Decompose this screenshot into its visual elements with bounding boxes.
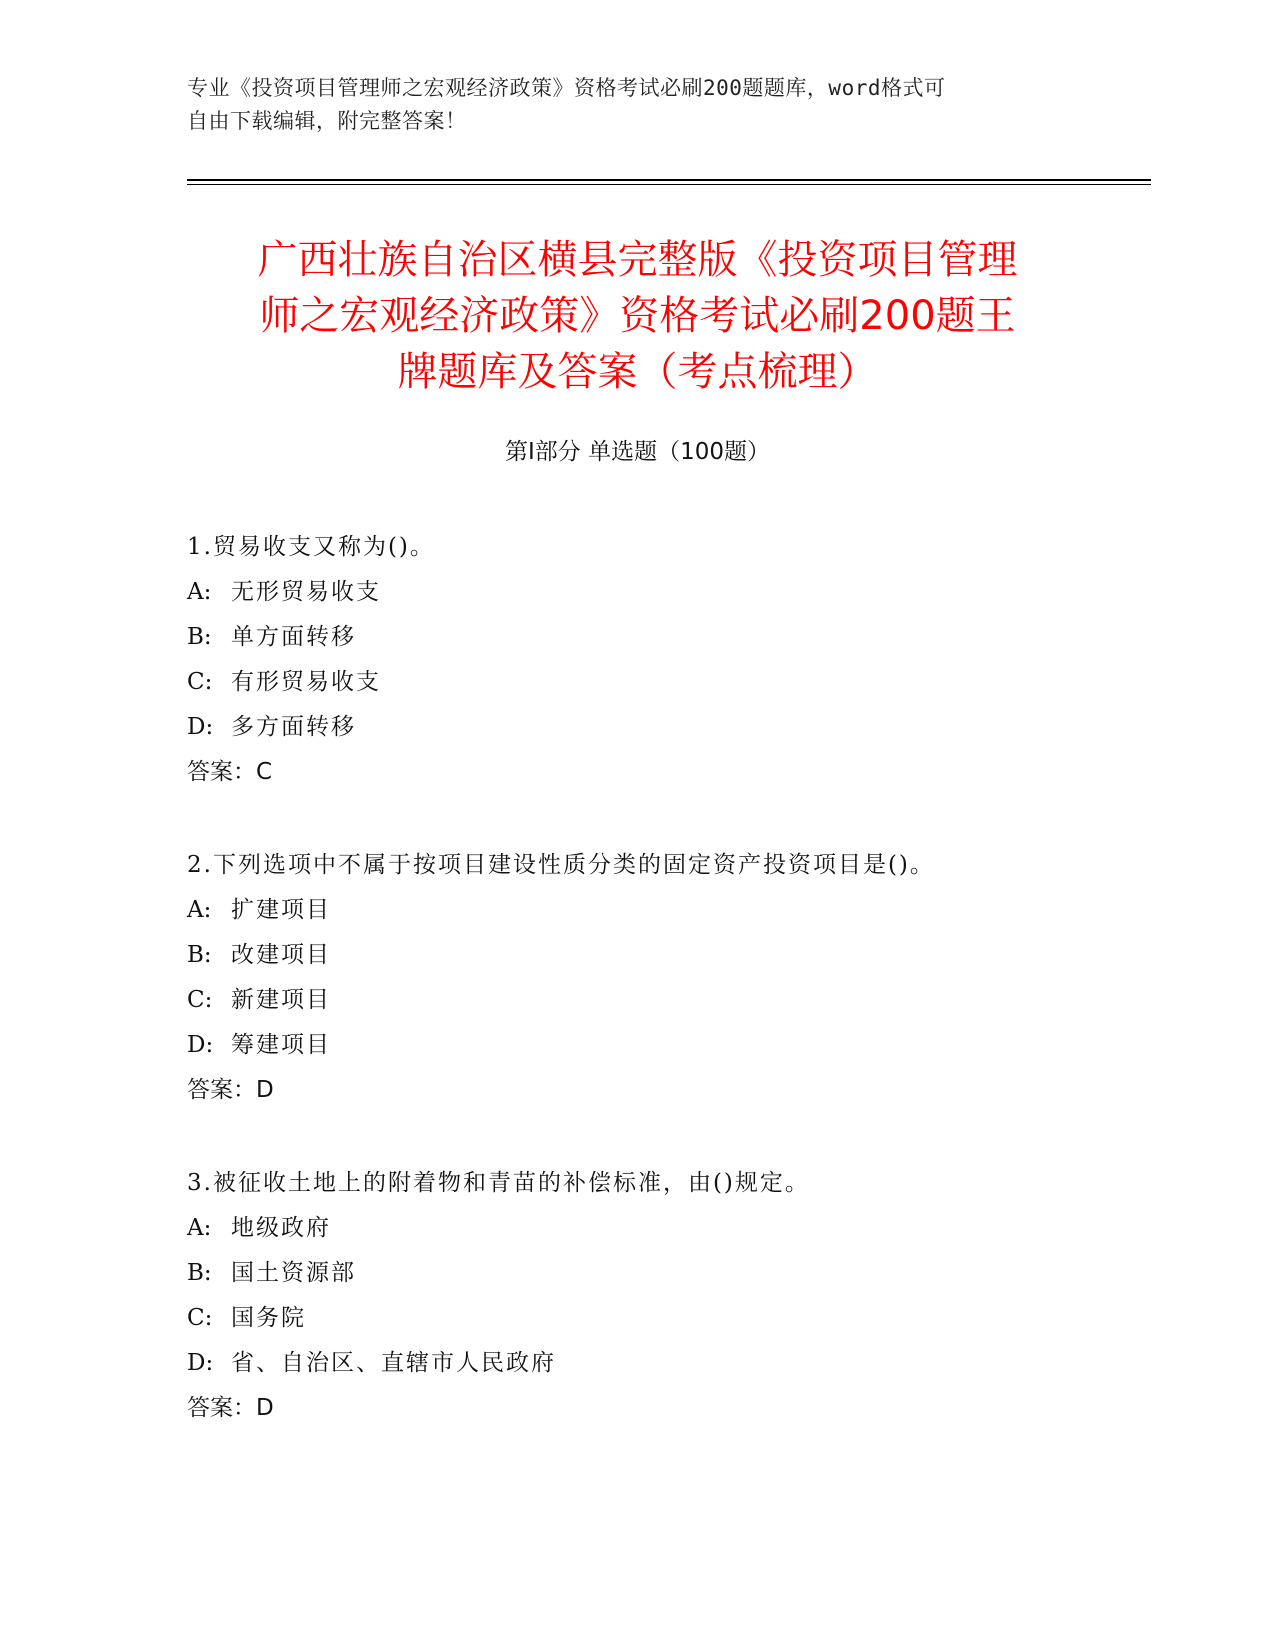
option-a xyxy=(187,1206,1137,1251)
header-note xyxy=(187,72,1077,138)
option-key: B: xyxy=(187,1260,212,1286)
option-key: B: xyxy=(187,624,212,650)
option-text: 国务院 xyxy=(231,1305,306,1331)
option-d xyxy=(187,1341,1137,1386)
answer: 答案：C xyxy=(187,759,273,785)
option-text: 新建项目 xyxy=(231,987,331,1013)
option-key: D: xyxy=(187,714,214,740)
option-c xyxy=(187,1296,1137,1341)
option-text: 无形贸易收支 xyxy=(231,579,381,605)
option-b xyxy=(187,1251,1137,1296)
option-key: C: xyxy=(187,1305,213,1331)
option-key: C: xyxy=(187,669,213,695)
document-title-line-1: 广西壮族自治区横县完整版《投资项目管理 xyxy=(257,237,1018,283)
document-title xyxy=(160,232,1115,400)
option-text: 扩建项目 xyxy=(231,897,331,923)
option-text: 改建项目 xyxy=(231,942,331,968)
header-rule-thin xyxy=(187,184,1151,185)
question-3 xyxy=(187,1161,1137,1431)
question-stem: 2.下列选项中不属于按项目建设性质分类的固定资产投资项目是()。 xyxy=(187,852,935,878)
header-rule-thick xyxy=(187,179,1151,181)
header-note-line-1: 专业《投资项目管理师之宏观经济政策》资格考试必刷200题题库，word格式可 xyxy=(187,76,946,100)
answer: 答案：D xyxy=(187,1395,274,1421)
option-key: D: xyxy=(187,1350,214,1376)
option-b xyxy=(187,615,1137,660)
option-d xyxy=(187,705,1137,750)
option-a xyxy=(187,888,1137,933)
document-title-line-3: 牌题库及答案（考点梳理） xyxy=(397,349,878,395)
option-key: C: xyxy=(187,987,213,1013)
option-b xyxy=(187,933,1137,978)
option-text: 单方面转移 xyxy=(231,624,356,650)
document-title-line-2: 师之宏观经济政策》资格考试必刷200题王 xyxy=(259,293,1016,339)
question-2 xyxy=(187,843,1137,1113)
option-a xyxy=(187,570,1137,615)
option-text: 省、自治区、直辖市人民政府 xyxy=(231,1350,556,1376)
option-text: 有形贸易收支 xyxy=(231,669,381,695)
question-stem: 1.贸易收支又称为()。 xyxy=(187,534,435,560)
question-1 xyxy=(187,525,1137,795)
option-c xyxy=(187,660,1137,705)
option-c xyxy=(187,978,1137,1023)
option-text: 筹建项目 xyxy=(231,1032,331,1058)
header-note-line-2: 自由下载编辑，附完整答案！ xyxy=(187,109,467,133)
option-key: A: xyxy=(187,897,212,923)
section-heading: 第Ⅰ部分 单选题（100题） xyxy=(505,439,770,465)
question-stem: 3.被征收土地上的附着物和青苗的补偿标准，由()规定。 xyxy=(187,1170,810,1196)
option-key: A: xyxy=(187,1215,212,1241)
option-text: 国土资源部 xyxy=(231,1260,356,1286)
option-key: A: xyxy=(187,579,212,605)
option-text: 地级政府 xyxy=(231,1215,331,1241)
option-d xyxy=(187,1023,1137,1068)
answer: 答案：D xyxy=(187,1077,274,1103)
option-key: D: xyxy=(187,1032,214,1058)
option-text: 多方面转移 xyxy=(231,714,356,740)
option-key: B: xyxy=(187,942,212,968)
